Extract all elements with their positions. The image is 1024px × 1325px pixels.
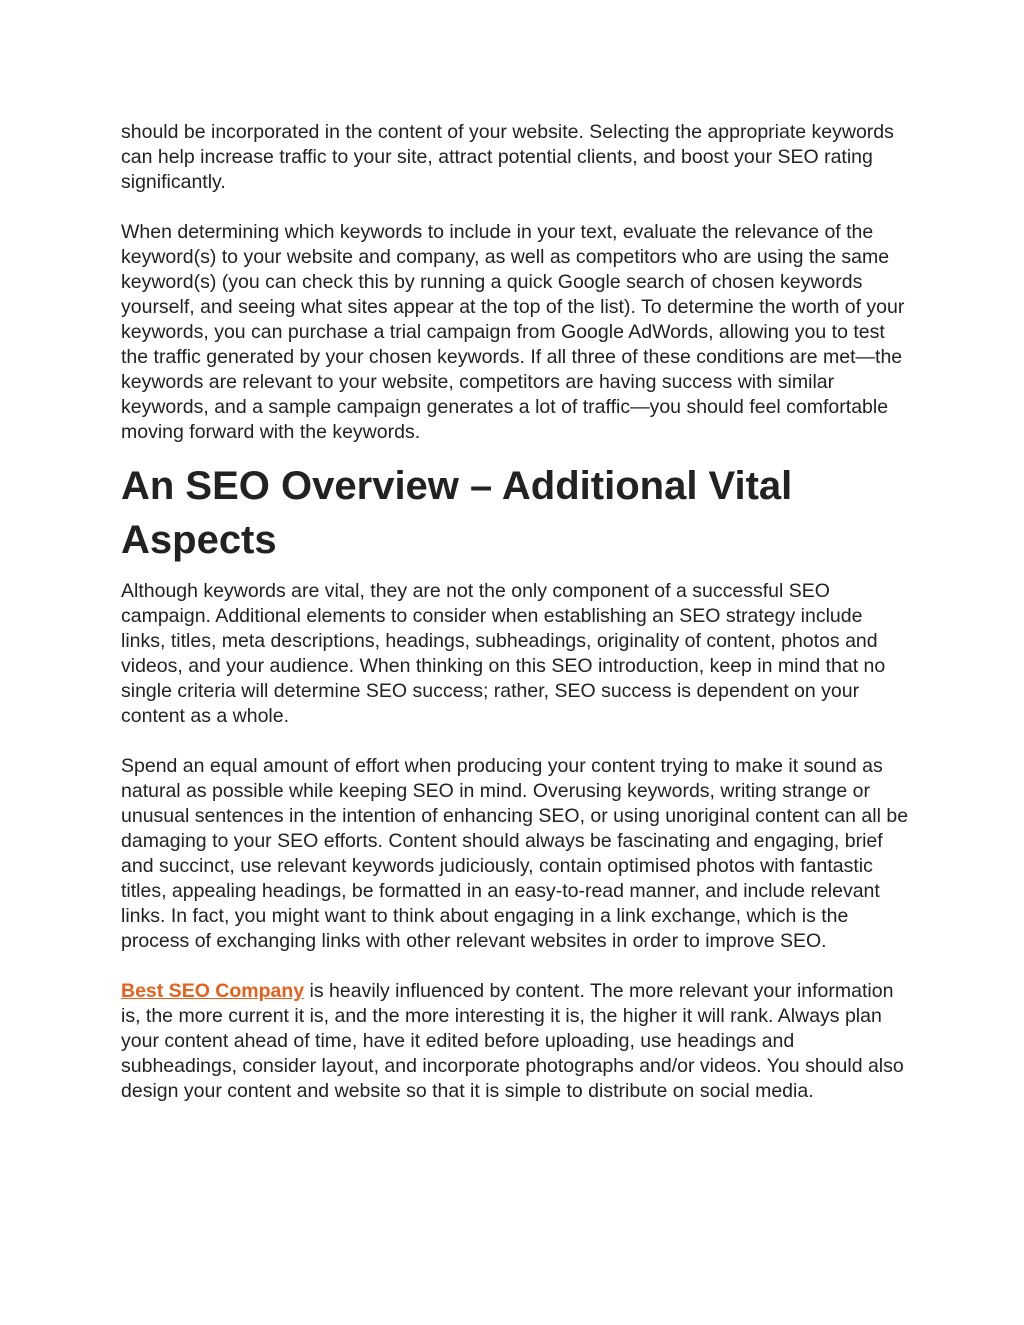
paragraph-keywords-intro: should be incorporated in the content of your website. Selecting the appropriate keywords can help increase traffic to your site, attract potential clients, and boost your SEO rating significantly. <box>121 121 894 193</box>
paragraph-content-effort: Spend an equal amount of effort when producing your content trying to make it sound as natural as possible while keeping SEO in mind. Overusing keywords, writing strange or unusual sentences in the intention of enhancing SEO, or using unoriginal content can all be damaging to your SEO efforts. Content should always be fascinating and engaging, brief and succinct, use relevant keywords judiciously, contain optimised photos with fantastic titles, appealing headings, be formatted in an easy-to-read manner, and include relevant links. In fact, you might want to think about engaging in a link exchange, which is the process of exchanging links with other relevant websites in order to improve SEO. <box>121 755 909 952</box>
paragraph-additional-elements: Although keywords are vital, they are not the only component of a successful SEO campaign. Additional elements to consider when establishing an SEO strategy include links, titles, meta descriptions, headings, subheadings, originality of content, photos and videos, and your audience. When thinking on this SEO introduction, keep in mind that no single criteria will determine SEO success; rather, SEO success is dependent on your content as a whole. <box>121 580 886 727</box>
paragraph-keyword-evaluation: When determining which keywords to include in your text, evaluate the relevance of the keyword(s) to your website and company, as well as competitors who are using the same keyword(s) (you can check this by running a quick Google search of chosen keywords yourself, and seeing what sites appear at the top of the list). To determine the worth of your keywords, you can purchase a trial campaign from Google AdWords, allowing you to test the traffic generated by your chosen keywords. If all three of these conditions are met—the keywords are relevant to your website, competitors are having success with similar keywords, and a sample campaign generates a lot of traffic—you should feel comfortable moving forward with the keywords. <box>121 221 905 443</box>
paragraph-best-seo-company <box>121 979 911 1104</box>
document-body <box>121 120 911 1104</box>
section-heading: An SEO Overview – Additional Vital Aspects <box>121 464 793 562</box>
best-seo-company-link[interactable]: Best SEO Company <box>121 980 305 1002</box>
paragraph-best-seo-company-text: is heavily influenced by content. The more relevant your information is, the more current it is, and the more interesting it is, the higher it will rank. Always plan your content ahead of time, have it edited before uploading, use headings and subheadings, consider layout, and incorporate photographs and/or videos. You should also design your content and website so that it is simple to distribute on social media. <box>121 980 904 1102</box>
